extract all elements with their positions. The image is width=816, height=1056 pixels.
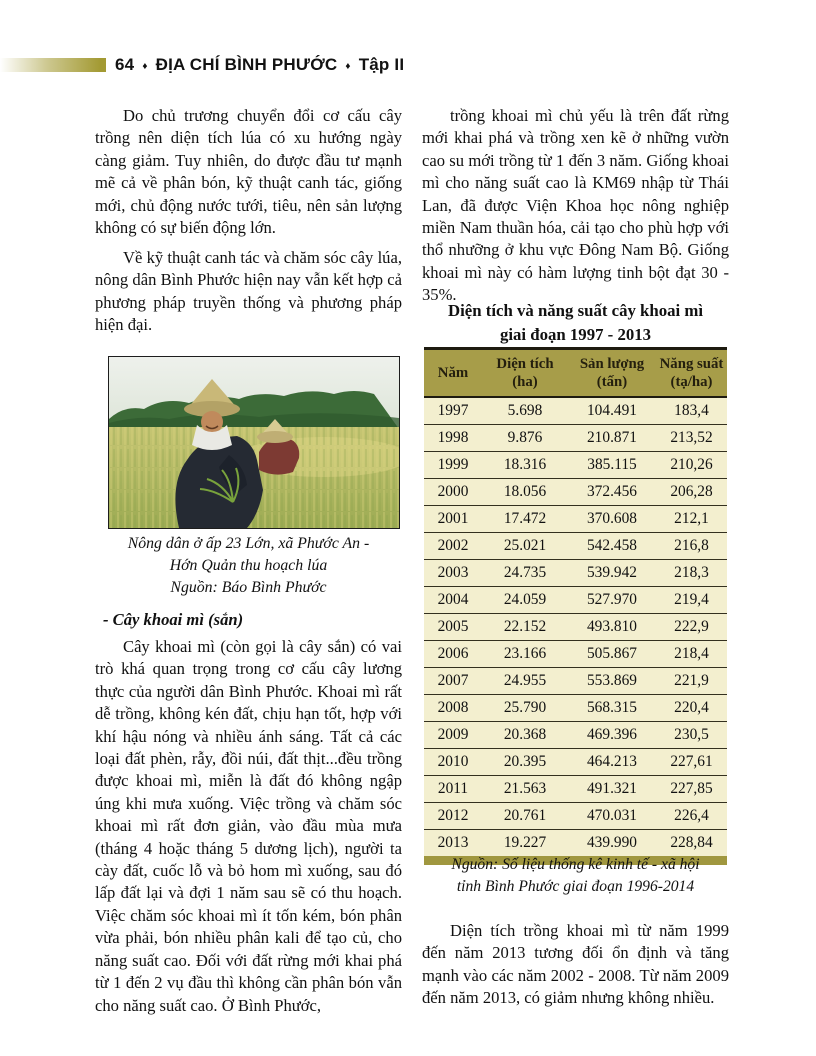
- cell-area: 25.790: [482, 695, 568, 722]
- cell-year: 1997: [424, 397, 482, 425]
- table-source-note: [422, 854, 729, 898]
- cell-yield: 227,85: [656, 776, 727, 803]
- cell-yield: 206,28: [656, 479, 727, 506]
- cell-production: 505.867: [568, 641, 656, 668]
- cell-production: 439.990: [568, 830, 656, 857]
- cell-production: 553.869: [568, 668, 656, 695]
- book-title: ĐỊA CHÍ BÌNH PHƯỚC: [155, 55, 338, 74]
- cell-area: 20.368: [482, 722, 568, 749]
- header-text: [115, 55, 404, 75]
- cell-yield: 216,8: [656, 533, 727, 560]
- paragraph: Diện tích trồng khoai mì từ năm 1999 đến năm 2013 tương đối ổn định và tăng mạnh vào các năm 2002 - 2008. Từ năm 2009 đến năm 2013, có giảm nhưng không nhiều.: [422, 921, 729, 1008]
- cell-area: 20.395: [482, 749, 568, 776]
- cell-production: 464.213: [568, 749, 656, 776]
- cell-yield: 219,4: [656, 587, 727, 614]
- cell-year: 2013: [424, 830, 482, 857]
- volume-label: Tập II: [358, 55, 405, 74]
- farmer-rice-field-photo: [108, 356, 400, 529]
- cell-year: 2005: [424, 614, 482, 641]
- paragraph: Cây khoai mì (còn gọi là cây sắn) có vai trò khá quan trọng trong cơ cấu cây lương thực của người dân Bình Phước. Khoai mì rất dễ trồng, không kén đất, chịu hạn tốt, hợp với khí hậu nóng và nhiều ánh sáng. Tất cả các loại đất phèn, rẫy, đồi núi, đất thịt...đều trồng được khoai mì, miễn là đất đó không ngập úng khi mưa xuống. Việc trồng và chăm sóc khoai mì rất đơn giản, vào đầu mùa mưa (tháng 4 hoặc tháng 5 dương lịch), người ta cày đất, cuốc lỗ và bỏ hom mì xuống, sau đó lấp đất lại và đợi 1 năm sau sẽ có thu hoạch. Việc chăm sóc khoai mì ít tốn kém, bón phân vừa phải, bón nhiều phân kali để tạo củ, cho năng suất cao. Đối với đất rừng mới khai phá từ 1 đến 2 vụ đầu thì không cần phân bón vẫn cho năng suất cao. Ở Bình Phước,: [95, 637, 402, 1015]
- cell-area: 5.698: [482, 397, 568, 425]
- cell-year: 2002: [424, 533, 482, 560]
- cell-area: 17.472: [482, 506, 568, 533]
- table-row: [424, 830, 727, 857]
- table-row: [424, 506, 727, 533]
- page-number: 64: [115, 55, 135, 74]
- cell-production: 542.458: [568, 533, 656, 560]
- cell-area: 24.735: [482, 560, 568, 587]
- cell-production: 470.031: [568, 803, 656, 830]
- cell-yield: 183,4: [656, 397, 727, 425]
- cell-yield: 228,84: [656, 830, 727, 857]
- cell-year: 2012: [424, 803, 482, 830]
- cell-area: 20.761: [482, 803, 568, 830]
- col-header-area: Diện tích (ha): [482, 349, 568, 398]
- cell-production: 104.491: [568, 397, 656, 425]
- cell-area: 19.227: [482, 830, 568, 857]
- cell-yield: 218,4: [656, 641, 727, 668]
- photo-caption: [95, 533, 402, 599]
- table-row: [424, 668, 727, 695]
- col-header-year: Năm: [424, 349, 482, 398]
- cassava-table: [424, 347, 727, 865]
- cell-year: 1998: [424, 425, 482, 452]
- caption-line: Nông dân ở ấp 23 Lớn, xã Phước An -: [127, 535, 370, 552]
- cell-year: 2003: [424, 560, 482, 587]
- cell-year: 2009: [424, 722, 482, 749]
- table-header-row: [424, 349, 727, 398]
- cell-area: 9.876: [482, 425, 568, 452]
- table-row: [424, 722, 727, 749]
- cell-area: 24.955: [482, 668, 568, 695]
- cell-yield: 226,4: [656, 803, 727, 830]
- cell-yield: 230,5: [656, 722, 727, 749]
- cell-production: 469.396: [568, 722, 656, 749]
- cell-year: 2001: [424, 506, 482, 533]
- cell-area: 18.056: [482, 479, 568, 506]
- cell-production: 210.871: [568, 425, 656, 452]
- table-title-line: Diện tích và năng suất cây khoai mì: [447, 301, 703, 320]
- cell-production: 372.456: [568, 479, 656, 506]
- cell-area: 23.166: [482, 641, 568, 668]
- cell-production: 539.942: [568, 560, 656, 587]
- cell-year: 2007: [424, 668, 482, 695]
- table-row: [424, 425, 727, 452]
- cell-area: 22.152: [482, 614, 568, 641]
- cell-production: 370.608: [568, 506, 656, 533]
- table-row: [424, 695, 727, 722]
- caption-source: Nguồn: Báo Bình Phước: [170, 579, 327, 596]
- cell-yield: 222,9: [656, 614, 727, 641]
- cell-year: 2011: [424, 776, 482, 803]
- cell-yield: 218,3: [656, 560, 727, 587]
- table-row: [424, 641, 727, 668]
- section-subheading: - Cây khoai mì (sắn): [103, 610, 244, 629]
- source-line: Nguồn: Số liệu thống kê kinh tế - xã hội: [451, 856, 700, 873]
- table-row: [424, 614, 727, 641]
- cell-area: 25.021: [482, 533, 568, 560]
- paragraph: Về kỹ thuật canh tác và chăm sóc cây lúa, nông dân Bình Phước hiện nay vẫn kết hợp cả phương pháp truyền thống và phương pháp hiện đại.: [95, 248, 402, 335]
- cell-year: 2000: [424, 479, 482, 506]
- paragraph: Do chủ trương chuyển đổi cơ cấu cây trồng nên diện tích lúa có xu hướng ngày càng giảm. Tuy nhiên, do được đầu tư mạnh mẽ cả về phân bón, kỹ thuật canh tác, giống mới, chủ động nước tưới, tiêu, nên sản lượng không có sự biến động lớn.: [95, 106, 402, 238]
- cell-yield: 210,26: [656, 452, 727, 479]
- cell-yield: 220,4: [656, 695, 727, 722]
- col-header-yield: Năng suất (tạ/ha): [656, 349, 727, 398]
- cell-production: 491.321: [568, 776, 656, 803]
- cassava-data-table: [424, 347, 727, 856]
- table-row: [424, 749, 727, 776]
- cell-yield: 221,9: [656, 668, 727, 695]
- table-title-line: giai đoạn 1997 - 2013: [499, 325, 652, 344]
- cell-yield: 227,61: [656, 749, 727, 776]
- cell-area: 21.563: [482, 776, 568, 803]
- table-row: [424, 560, 727, 587]
- caption-line: Hớn Quản thu hoạch lúa: [169, 557, 328, 574]
- cassava-table-body: [424, 397, 727, 856]
- header-gradient-bar: [0, 58, 106, 72]
- source-line: tỉnh Bình Phước giai đoạn 1996-2014: [456, 878, 695, 895]
- paragraph: trồng khoai mì chủ yếu là trên đất rừng mới khai phá và trồng xen kẽ ở những vườn cao su mới trồng từ 1 đến 3 năm. Giống khoai mì cho năng suất cao là KM69 nhập từ Thái Lan, đã được Viện Khoa học nông nghiệp miền Nam thuần hóa, cải tạo cho phù hợp với thổ nhưỡng ở khu vực Đông Nam Bộ. Giống khoai mì này có hàm lượng tinh bột đạt 30 - 35%.: [422, 106, 729, 305]
- cell-yield: 213,52: [656, 425, 727, 452]
- table-row: [424, 587, 727, 614]
- table-row: [424, 479, 727, 506]
- table-row: [424, 533, 727, 560]
- col-header-production: Sản lượng (tấn): [568, 349, 656, 398]
- cell-area: 18.316: [482, 452, 568, 479]
- cell-year: 1999: [424, 452, 482, 479]
- cell-production: 568.315: [568, 695, 656, 722]
- cell-year: 2004: [424, 587, 482, 614]
- farmer-photo-illustration: [109, 357, 399, 528]
- diamond-icon: ♦: [142, 60, 148, 72]
- table-row: [424, 776, 727, 803]
- cell-year: 2010: [424, 749, 482, 776]
- diamond-icon: ♦: [345, 60, 351, 72]
- cell-area: 24.059: [482, 587, 568, 614]
- page-header: [0, 56, 404, 74]
- cell-production: 493.810: [568, 614, 656, 641]
- cell-year: 2008: [424, 695, 482, 722]
- cell-year: 2006: [424, 641, 482, 668]
- cell-production: 527.970: [568, 587, 656, 614]
- table-row: [424, 397, 727, 425]
- cell-production: 385.115: [568, 452, 656, 479]
- table-row: [424, 803, 727, 830]
- table-title: [422, 299, 729, 347]
- cell-yield: 212,1: [656, 506, 727, 533]
- table-row: [424, 452, 727, 479]
